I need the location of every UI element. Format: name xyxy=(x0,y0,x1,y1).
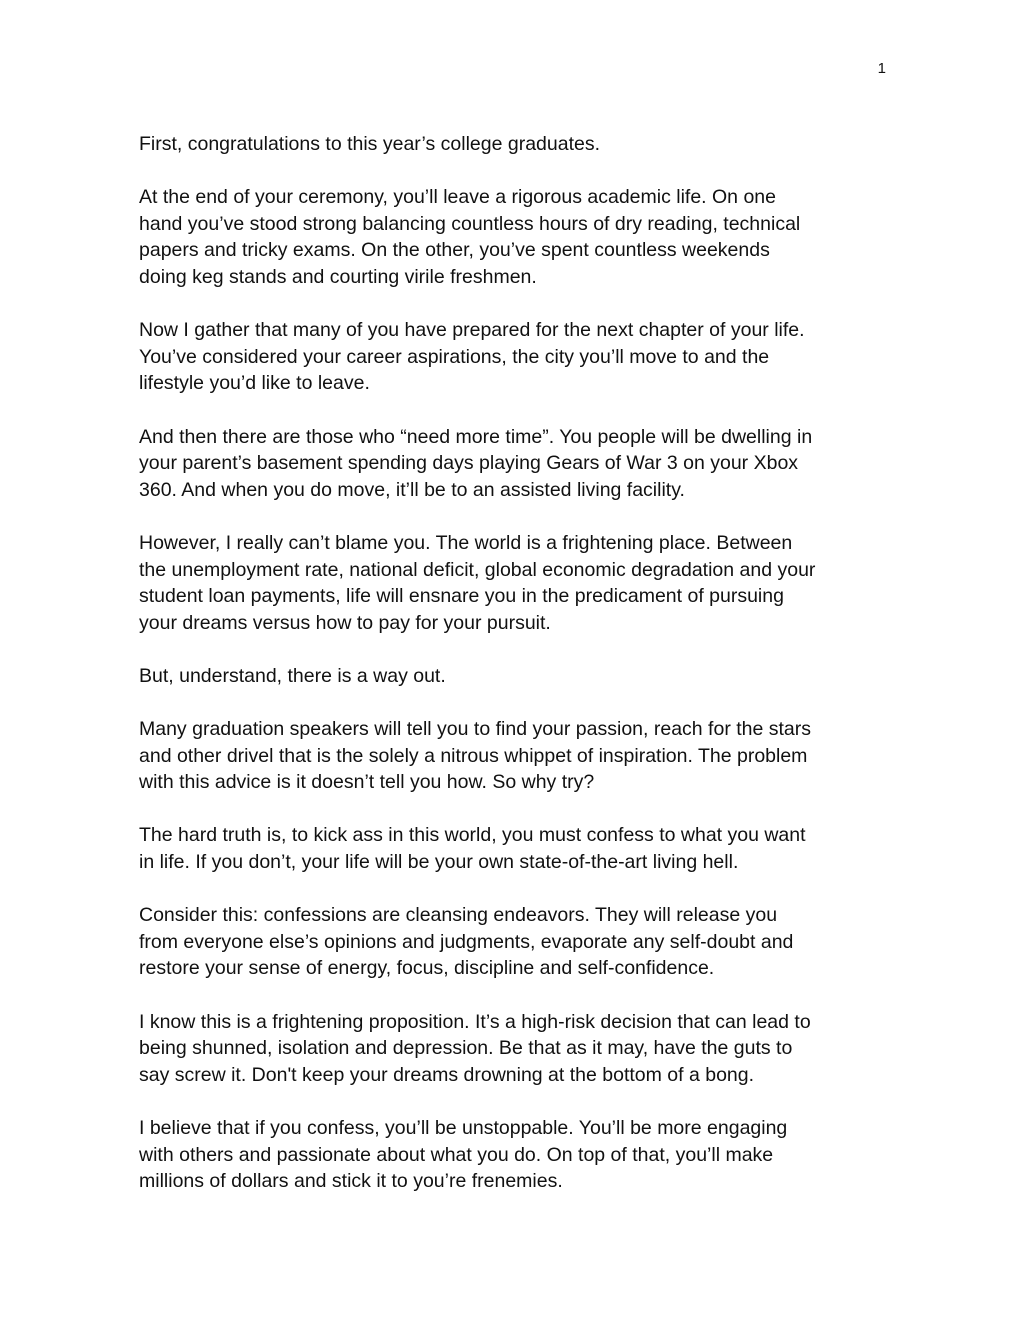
paragraph xyxy=(139,822,899,875)
text-line: restore your sense of energy, focus, discipline and self-confidence. xyxy=(139,957,715,980)
text-line: being shunned, isolation and depression. Be that as it may, have the guts to xyxy=(139,1037,793,1060)
text-line: say screw it. Don't keep your dreams drowning at the bottom of a bong. xyxy=(139,1063,755,1086)
paragraph xyxy=(139,184,899,290)
paragraph xyxy=(139,317,899,397)
text-line: lifestyle you’d like to leave. xyxy=(139,372,370,395)
text-line: with this advice is it doesn’t tell you how. So why try? xyxy=(139,771,595,794)
text-line: Now I gather that many of you have prepared for the next chapter of your life. xyxy=(139,319,805,342)
text-line: your parent’s basement spending days playing Gears of War 3 on your Xbox xyxy=(139,452,799,475)
paragraph xyxy=(139,1115,899,1195)
text-line: You’ve considered your career aspirations, the city you’ll move to and the xyxy=(139,345,770,368)
paragraph xyxy=(139,716,899,796)
text-line: The hard truth is, to kick ass in this world, you must confess to what you want xyxy=(139,824,806,847)
text-line: hand you’ve stood strong balancing countless hours of dry reading, technical xyxy=(139,212,801,235)
document-body xyxy=(139,131,899,1221)
text-line: doing keg stands and courting virile freshmen. xyxy=(139,265,537,288)
text-line: the unemployment rate, national deficit, global economic degradation and your xyxy=(139,558,816,581)
text-line: I know this is a frightening proposition. It’s a high-risk decision that can lead to xyxy=(139,1010,811,1033)
text-line: Many graduation speakers will tell you to find your passion, reach for the stars xyxy=(139,718,812,741)
text-line: Consider this: confessions are cleansing endeavors. They will release you xyxy=(139,904,778,927)
text-line: millions of dollars and stick it to you’re frenemies. xyxy=(139,1170,563,1193)
text-line: and other drivel that is the solely a nitrous whippet of inspiration. The problem xyxy=(139,744,808,767)
text-line: I believe that if you confess, you’ll be unstoppable. You’ll be more engaging xyxy=(139,1116,788,1139)
text-line: But, understand, there is a way out. xyxy=(139,664,446,687)
text-line: from everyone else’s opinions and judgments, evaporate any self-doubt and xyxy=(139,930,794,953)
text-line: However, I really can’t blame you. The world is a frightening place. Between xyxy=(139,531,793,554)
text-line: 360. And when you do move, it’ll be to an assisted living facility. xyxy=(139,478,685,501)
paragraph xyxy=(139,1009,899,1089)
text-line: with others and passionate about what you do. On top of that, you’ll make xyxy=(139,1143,774,1166)
paragraph xyxy=(139,530,899,636)
text-line: And then there are those who “need more time”. You people will be dwelling in xyxy=(139,425,813,448)
paragraph xyxy=(139,663,899,690)
text-line: papers and tricky exams. On the other, you’ve spent countless weekends xyxy=(139,239,770,262)
text-line: your dreams versus how to pay for your pursuit. xyxy=(139,611,551,634)
paragraph xyxy=(139,902,899,982)
paragraph xyxy=(139,131,899,158)
text-line: At the end of your ceremony, you’ll leave a rigorous academic life. On one xyxy=(139,186,776,209)
text-line: student loan payments, life will ensnare you in the predicament of pursuing xyxy=(139,585,784,608)
text-line: in life. If you don’t, your life will be your own state-of-the-art living hell. xyxy=(139,851,739,874)
text-line: First, congratulations to this year’s college graduates. xyxy=(139,133,601,155)
page-number: 1 xyxy=(877,60,886,77)
paragraph xyxy=(139,424,899,504)
